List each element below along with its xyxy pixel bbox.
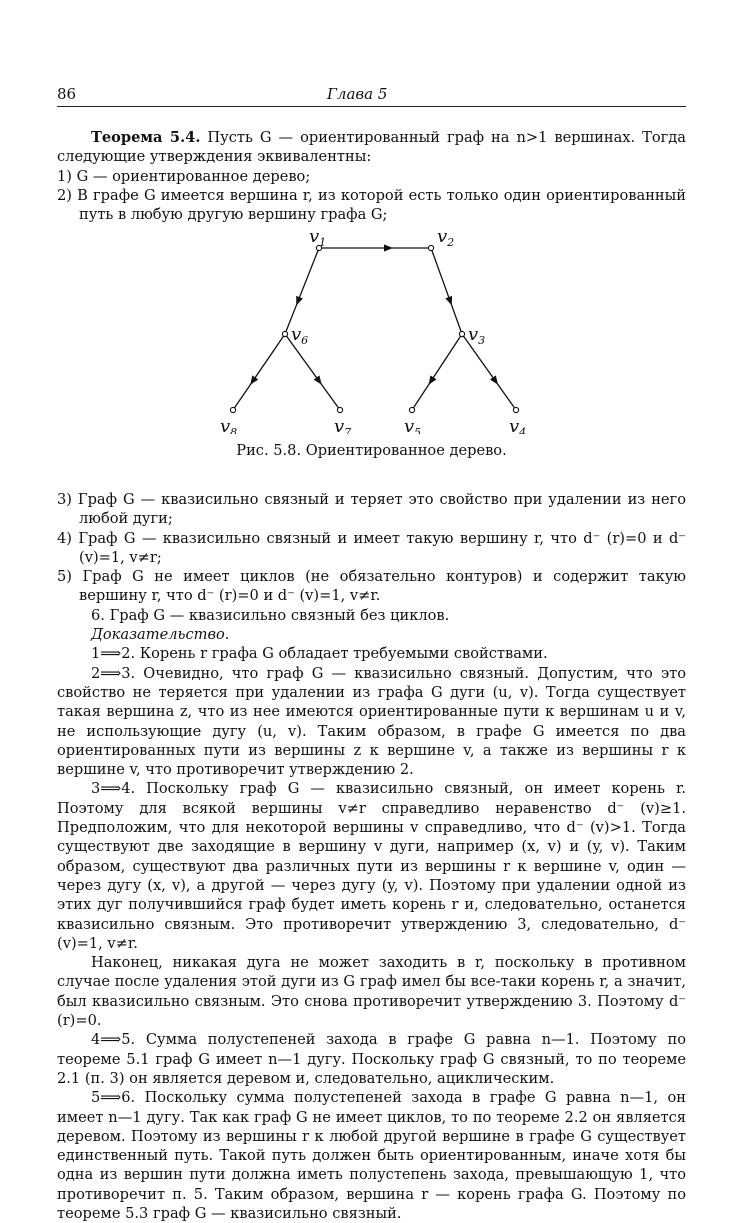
theorem-item-4: 4) Граф G — квазисильно связный и имеет такую вершину r, что d⁻ (r)=0 и d⁻ (v)=1, v≠r; [57, 529, 686, 566]
proof-block [57, 490, 686, 1223]
edge-v3-v4 [462, 334, 516, 410]
node-marker [282, 331, 287, 336]
proof-paragraph-1: 1⟹2. Корень r графа G обладает требуемыми свойствами. [91, 645, 548, 663]
node-subscript: 1 [319, 236, 327, 249]
edge-v2-v3 [431, 248, 462, 334]
figure-caption: Рис. 5.8. Ориентированное дерево. [236, 442, 507, 459]
edge-v6-v7 [285, 334, 340, 410]
node-marker [409, 407, 414, 412]
page-number: 86 [57, 85, 77, 103]
theorem-item-5: 5) Граф G не имеет циклов (не обязательно контуров) и содержит такую вершину r, что d⁻ (r)=0 и d⁻ (v)=1, v≠r. [57, 568, 686, 605]
theorem-intro: Пусть G — ориентированный граф на n>1 вершинах. Тогда следующие утверждения эквивалентны: [57, 129, 686, 166]
node-subscript: 7 [344, 426, 352, 434]
proof-heading: Доказательство. [91, 626, 230, 644]
theorem-label: Теорема 5.4. [91, 129, 201, 146]
node-v2 [428, 226, 454, 251]
node-marker [459, 331, 464, 336]
node-v6 [282, 324, 308, 347]
node-v5 [404, 407, 421, 434]
node-subscript: 3 [478, 334, 486, 347]
proof-paragraph-6: 5⟹6. Поскольку сумма полустепеней захода в графе G равна n—1, он имеет n—1 дугу. Так как граф G не имеет циклов, то по теореме 2.2 он является деревом. Поэтому из вершины r к любой другой вершине в графе G существует единственный путь. Такой путь должен быть ориентированным, иначе хотя бы одна из вершин пути должна иметь полустепень захода, превышающую 1, что противоречит п. 5. Таким образом, вершина r — корень графа G. Поэтому по теореме 5.3 граф G — квазисильно связный. [57, 1089, 686, 1222]
proof-paragraph-4: Наконец, никакая дуга не может заходить в r, поскольку в противном случае после удаления этой дуги из G граф имел бы все-таки корень r, а значит, был квазисильно связным. Это снова противоречит утверждению 3. Поэтому d⁻ (r)=0. [57, 954, 686, 1030]
chapter-title: Глава 5 [327, 85, 388, 103]
node-v1 [309, 226, 326, 251]
node-subscript: 2 [447, 236, 455, 249]
running-header [57, 85, 686, 105]
node-marker [337, 407, 342, 412]
node-v3 [459, 324, 485, 347]
edge-v3-v5 [412, 334, 462, 410]
node-subscript: 6 [301, 334, 309, 347]
node-label: $v_2$ [437, 226, 455, 249]
node-subscript: 8 [230, 426, 238, 434]
edge-v6-v8 [233, 334, 285, 410]
theorem-item-2: 2) В графе G имеется вершина r, из которой есть только один ориентированный путь в любую другую вершину графа G; [57, 186, 686, 224]
header-rule [57, 106, 686, 107]
edge-v1-v6 [285, 248, 319, 334]
tree-figure [57, 222, 686, 460]
node-marker [428, 245, 433, 250]
node-marker [230, 407, 235, 412]
node-label: $v_7$ [334, 416, 351, 434]
theorem-item-3: 3) Граф G — квазисильно связный и теряет это свойство при удалении из него любой дуги; [57, 491, 686, 528]
node-subscript: 4 [519, 426, 527, 434]
node-label: $v_6$ [291, 324, 309, 347]
node-v4 [509, 407, 526, 434]
proof-paragraph-5: 4⟹5. Сумма полустепеней захода в графе G равна n—1. Поэтому по теореме 5.1 граф G имеет n—1 дугу. Поскольку граф G связный, то по теореме 2.1 (п. 3) он является деревом и, следовательно, ациклическим. [57, 1031, 686, 1087]
tree-diagram [57, 222, 686, 434]
node-label: $v_5$ [404, 416, 421, 434]
theorem-block [57, 128, 686, 224]
theorem-item-1: 1) G — ориентированное дерево; [57, 167, 311, 185]
node-v7 [334, 407, 351, 434]
node-v8 [220, 407, 237, 434]
proof-paragraph-2: 2⟹3. Очевидно, что граф G — квазисильно связный. Допустим, что это свойство не теряется при удалении из графа G дуги (u, v). Тогда существует такая вершина z, что из нее имеются ориентированные пути к вершинам u и v, не использующие дугу (u, v). Таким образом, в графе G имеется по два ориентированных пути из вершины z к вершине v, а также из вершины r к вершине v, что противоречит утверждению 2. [57, 664, 686, 779]
node-label: $v_1$ [309, 226, 327, 249]
theorem-item-6: 6. Граф G — квазисильно связный без циклов. [91, 606, 450, 624]
node-subscript: 5 [414, 426, 422, 434]
node-label: $v_8$ [220, 416, 237, 434]
node-label: $v_3$ [468, 324, 486, 347]
proof-paragraph-3: 3⟹4. Поскольку граф G — квазисильно связный, он имеет корень r. Поэтому для всякой вершины v≠r справедливо неравенство d⁻ (v)≥1. Предположим, что для некоторой вершины v справедливо, что d⁻ (v)>1. Тогда существуют две заходящие в вершину v дуги, например (x, v) и (y, v). Таким образом, существуют два различных пути из вершины r к вершине v, один — через дугу (x, v), а другой — через дугу (y, v). Поэтому при удалении одной из этих дуг получившийся граф будет иметь корень r и, следовательно, останется квазисильно связным. Это противоречит утверждению 3, следовательно, d⁻ (v)=1, v≠r. [57, 780, 686, 952]
node-label: $v_4$ [509, 416, 526, 434]
theorem-statement [57, 128, 686, 167]
node-marker [513, 407, 518, 412]
